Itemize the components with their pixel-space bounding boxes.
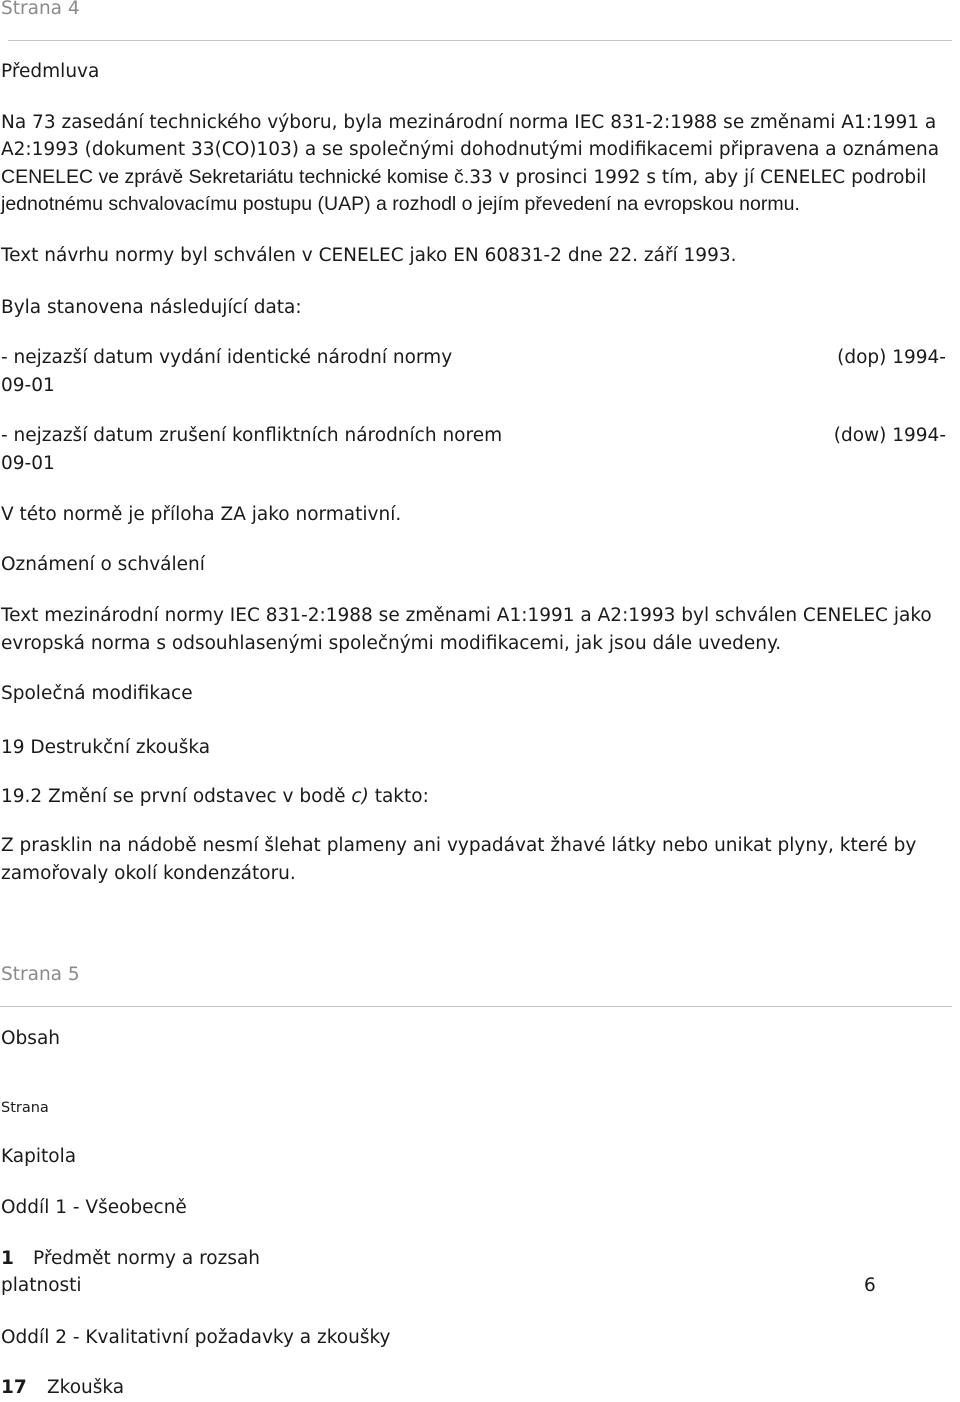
contents-item-17-text: Zkouška [47,1377,125,1398]
date-dop-text: - nejzazší datum vydání identické národní normy [1,347,453,368]
foreword-line-3b: 33 v prosinci 1992 s tím, aby jí CENELEC podrobil [469,167,927,188]
date-dop-cont: 09-01 [1,375,55,396]
contents-item-17 [1,1374,124,1402]
date-dop-code: (dop) 1994- [837,347,946,368]
contents-section-1: Oddíl 1 - Všeobecně [1,1197,187,1218]
contents-item-1 [1,1245,260,1273]
foreword-line-4: jednotnému schvalovacímu postupu (UAP) a rozhodl o jejím převedení na evropskou normu. [1,193,800,215]
contents-col-page: Strana [1,1100,49,1116]
date-row-dop [1,344,951,372]
requirement-line-1: Z prasklin na nádobě nesmí šlehat plameny ani vypadávat žhavé látky nebo unikat plyny, které by [1,835,917,856]
dates-intro: Byla stanovena následující data: [1,297,302,318]
contents-item-1-page: 6 [864,1275,876,1296]
contents-item-1-num: 1 [1,1248,14,1269]
notice-line-1: Text mezinárodní normy IEC 831-2:1988 se změnami A1:1991 a A2:1993 byl schválen CENELEC jako [1,605,932,626]
heading-approval-notice: Oznámení o schválení [1,554,205,575]
page-label-5: Strana 5 [1,964,80,985]
contents-item-1-cont: platnosti [1,1275,82,1296]
date-row-dow [1,422,951,450]
heading-destructive-test: 19 Destrukční zkouška [1,737,211,758]
notice-line-2: evropská norma s odsouhlasenými společnými modifikacemi, jak jsou dále uvedeny. [1,633,782,654]
page-divider-5 [0,1006,952,1007]
contents-item-1-text-a: Předmět normy a rozsah [33,1248,261,1269]
clause-19-2 [1,783,429,811]
date-dow-code: (dow) 1994- [833,425,946,446]
heading-common-modification: Společná modifikace [1,683,193,704]
contents-item-17-num: 17 [1,1377,27,1398]
foreword-line-3 [1,164,926,192]
approval-text: Text návrhu normy byl schválen v CENELEC jako EN 60831-2 dne 22. září 1993. [1,245,737,266]
contents-col-chapter: Kapitola [1,1146,77,1167]
clause-prefix: 19.2 Změní se první odstavec v bodě [1,786,352,807]
foreword-line-2: A2:1993 (dokument 33(CO)103) a se společnými dohodnutými modifikacemi připravena a oznámena [1,139,940,160]
requirement-line-2: zamořovaly okolí kondenzátoru. [1,863,296,884]
contents-section-2: Oddíl 2 - Kvalitativní požadavky a zkoušky [1,1327,391,1348]
clause-suffix: takto: [368,786,429,807]
date-dow-cont: 09-01 [1,453,55,474]
foreword-line-1: Na 73 zasedání technického výboru, byla mezinárodní norma IEC 831-2:1988 se změnami A1:1991 a [1,112,937,133]
heading-foreword: Předmluva [1,61,100,82]
clause-item-c: c) [351,786,369,807]
page-divider [8,40,952,41]
page-label-4: Strana 4 [1,0,80,19]
date-dow-text: - nejzazší datum zrušení konfliktních národních norem [1,425,503,446]
heading-contents: Obsah [1,1028,61,1049]
annex-note: V této normě je příloha ZA jako normativní. [1,504,402,525]
foreword-line-3a: CENELEC ve zprávě Sekretariátu technické komise č. [1,166,470,188]
